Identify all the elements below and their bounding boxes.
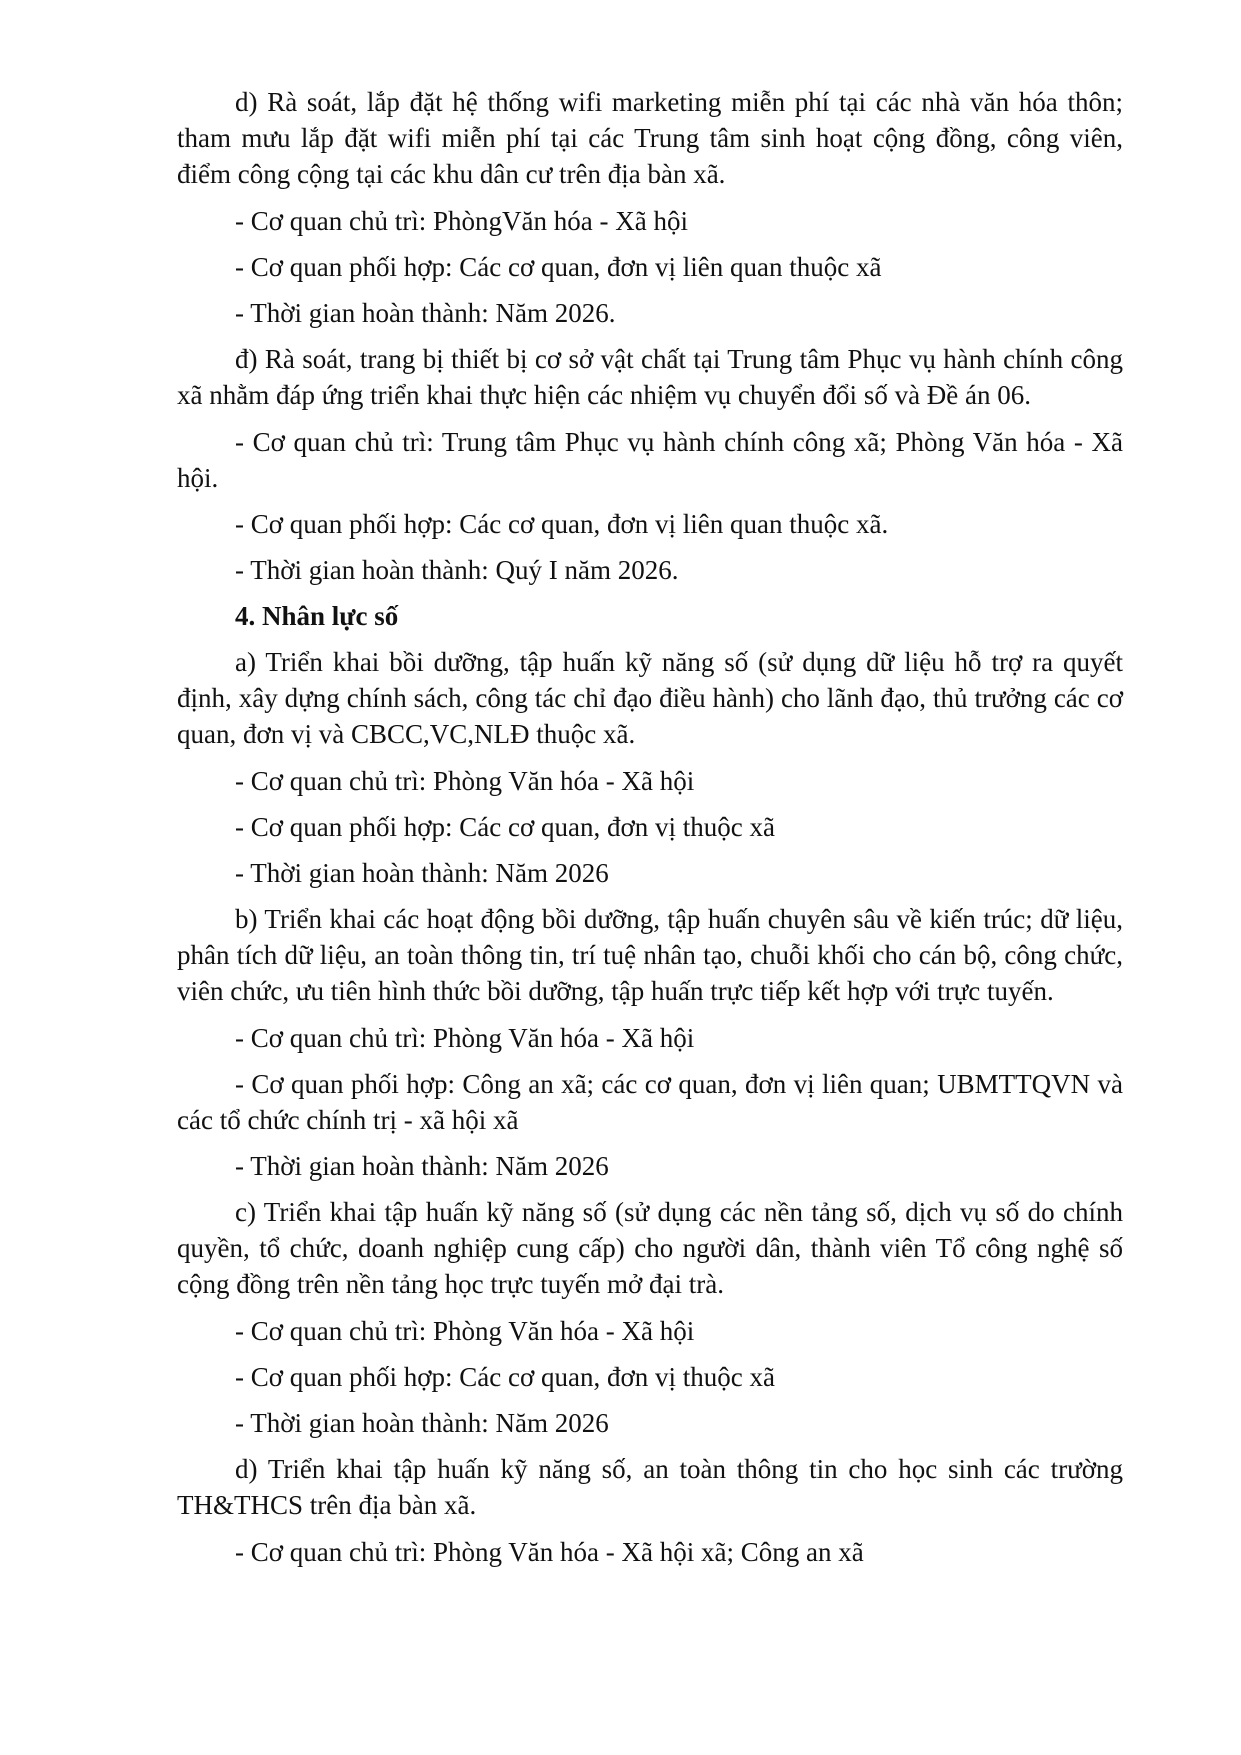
coordinating-agency-line: - Cơ quan phối hợp: Các cơ quan, đơn vị thuộc xã bbox=[235, 812, 776, 842]
lead-agency-line: - Cơ quan chủ trì: Phòng Văn hóa - Xã hội xã; Công an xã bbox=[235, 1537, 864, 1567]
lead-agency-line: - Cơ quan chủ trì: PhòngVăn hóa - Xã hội bbox=[235, 206, 688, 236]
coordinating-agency-line: - Cơ quan phối hợp: Công an xã; các cơ quan, đơn vị liên quan; UBMTTQVN và các tổ chức chính trị - xã hội xã bbox=[177, 1069, 1123, 1135]
lead-agency-line: - Cơ quan chủ trì: Phòng Văn hóa - Xã hội bbox=[235, 1023, 695, 1053]
document-page bbox=[177, 84, 1123, 1580]
completion-time-line: - Thời gian hoàn thành: Năm 2026 bbox=[235, 1408, 609, 1438]
task-paragraph-c-citizen-training: c) Triển khai tập huấn kỹ năng số (sử dụng các nền tảng số, dịch vụ số do chính quyền, tổ chức, doanh nghiệp cung cấp) cho người dân, thành viên Tổ công nghệ số cộng đồng trên nền tảng học trực tuyến mở đại trà. bbox=[177, 1197, 1123, 1299]
lead-agency-line: - Cơ quan chủ trì: Phòng Văn hóa - Xã hội bbox=[235, 1316, 695, 1346]
lead-agency-line: - Cơ quan chủ trì: Trung tâm Phục vụ hành chính công xã; Phòng Văn hóa - Xã hội. bbox=[177, 427, 1123, 493]
coordinating-agency-line: - Cơ quan phối hợp: Các cơ quan, đơn vị thuộc xã bbox=[235, 1362, 776, 1392]
completion-time-line: - Thời gian hoàn thành: Năm 2026 bbox=[235, 858, 609, 888]
task-paragraph-dd-equipment: đ) Rà soát, trang bị thiết bị cơ sở vật chất tại Trung tâm Phục vụ hành chính công xã nhằm đáp ứng triển khai thực hiện các nhiệm vụ chuyển đổi số và Đề án 06. bbox=[177, 344, 1123, 410]
completion-time-line: - Thời gian hoàn thành: Quý I năm 2026. bbox=[235, 555, 679, 585]
coordinating-agency-line: - Cơ quan phối hợp: Các cơ quan, đơn vị liên quan thuộc xã bbox=[235, 252, 882, 282]
task-paragraph-d-student-training: d) Triển khai tập huấn kỹ năng số, an toàn thông tin cho học sinh các trường TH&THCS trên địa bàn xã. bbox=[177, 1454, 1123, 1520]
completion-time-line: - Thời gian hoàn thành: Năm 2026. bbox=[235, 298, 616, 328]
coordinating-agency-line: - Cơ quan phối hợp: Các cơ quan, đơn vị liên quan thuộc xã. bbox=[235, 509, 889, 539]
completion-time-line: - Thời gian hoàn thành: Năm 2026 bbox=[235, 1151, 609, 1181]
task-paragraph-a-leadership-training: a) Triển khai bồi dưỡng, tập huấn kỹ năng số (sử dụng dữ liệu hỗ trợ ra quyết định, xây dựng chính sách, công tác chỉ đạo điều hành) cho lãnh đạo, thủ trưởng các cơ quan, đơn vị và CBCC,VC,NLĐ thuộc xã. bbox=[177, 647, 1123, 749]
lead-agency-line: - Cơ quan chủ trì: Phòng Văn hóa - Xã hội bbox=[235, 766, 695, 796]
section-heading-digital-workforce: 4. Nhân lực số bbox=[235, 601, 399, 631]
task-paragraph-d-wifi: d) Rà soát, lắp đặt hệ thống wifi marketing miễn phí tại các nhà văn hóa thôn; tham mưu lắp đặt wifi miễn phí tại các Trung tâm sinh hoạt cộng đồng, công viên, điểm công cộng tại các khu dân cư trên địa bàn xã. bbox=[177, 87, 1123, 189]
task-paragraph-b-specialized-training: b) Triển khai các hoạt động bồi dưỡng, tập huấn chuyên sâu về kiến trúc; dữ liệu, phân tích dữ liệu, an toàn thông tin, trí tuệ nhân tạo, chuỗi khối cho cán bộ, công chức, viên chức, ưu tiên hình thức bồi dưỡng, tập huấn trực tiếp kết hợp với trực tuyến. bbox=[177, 904, 1123, 1006]
